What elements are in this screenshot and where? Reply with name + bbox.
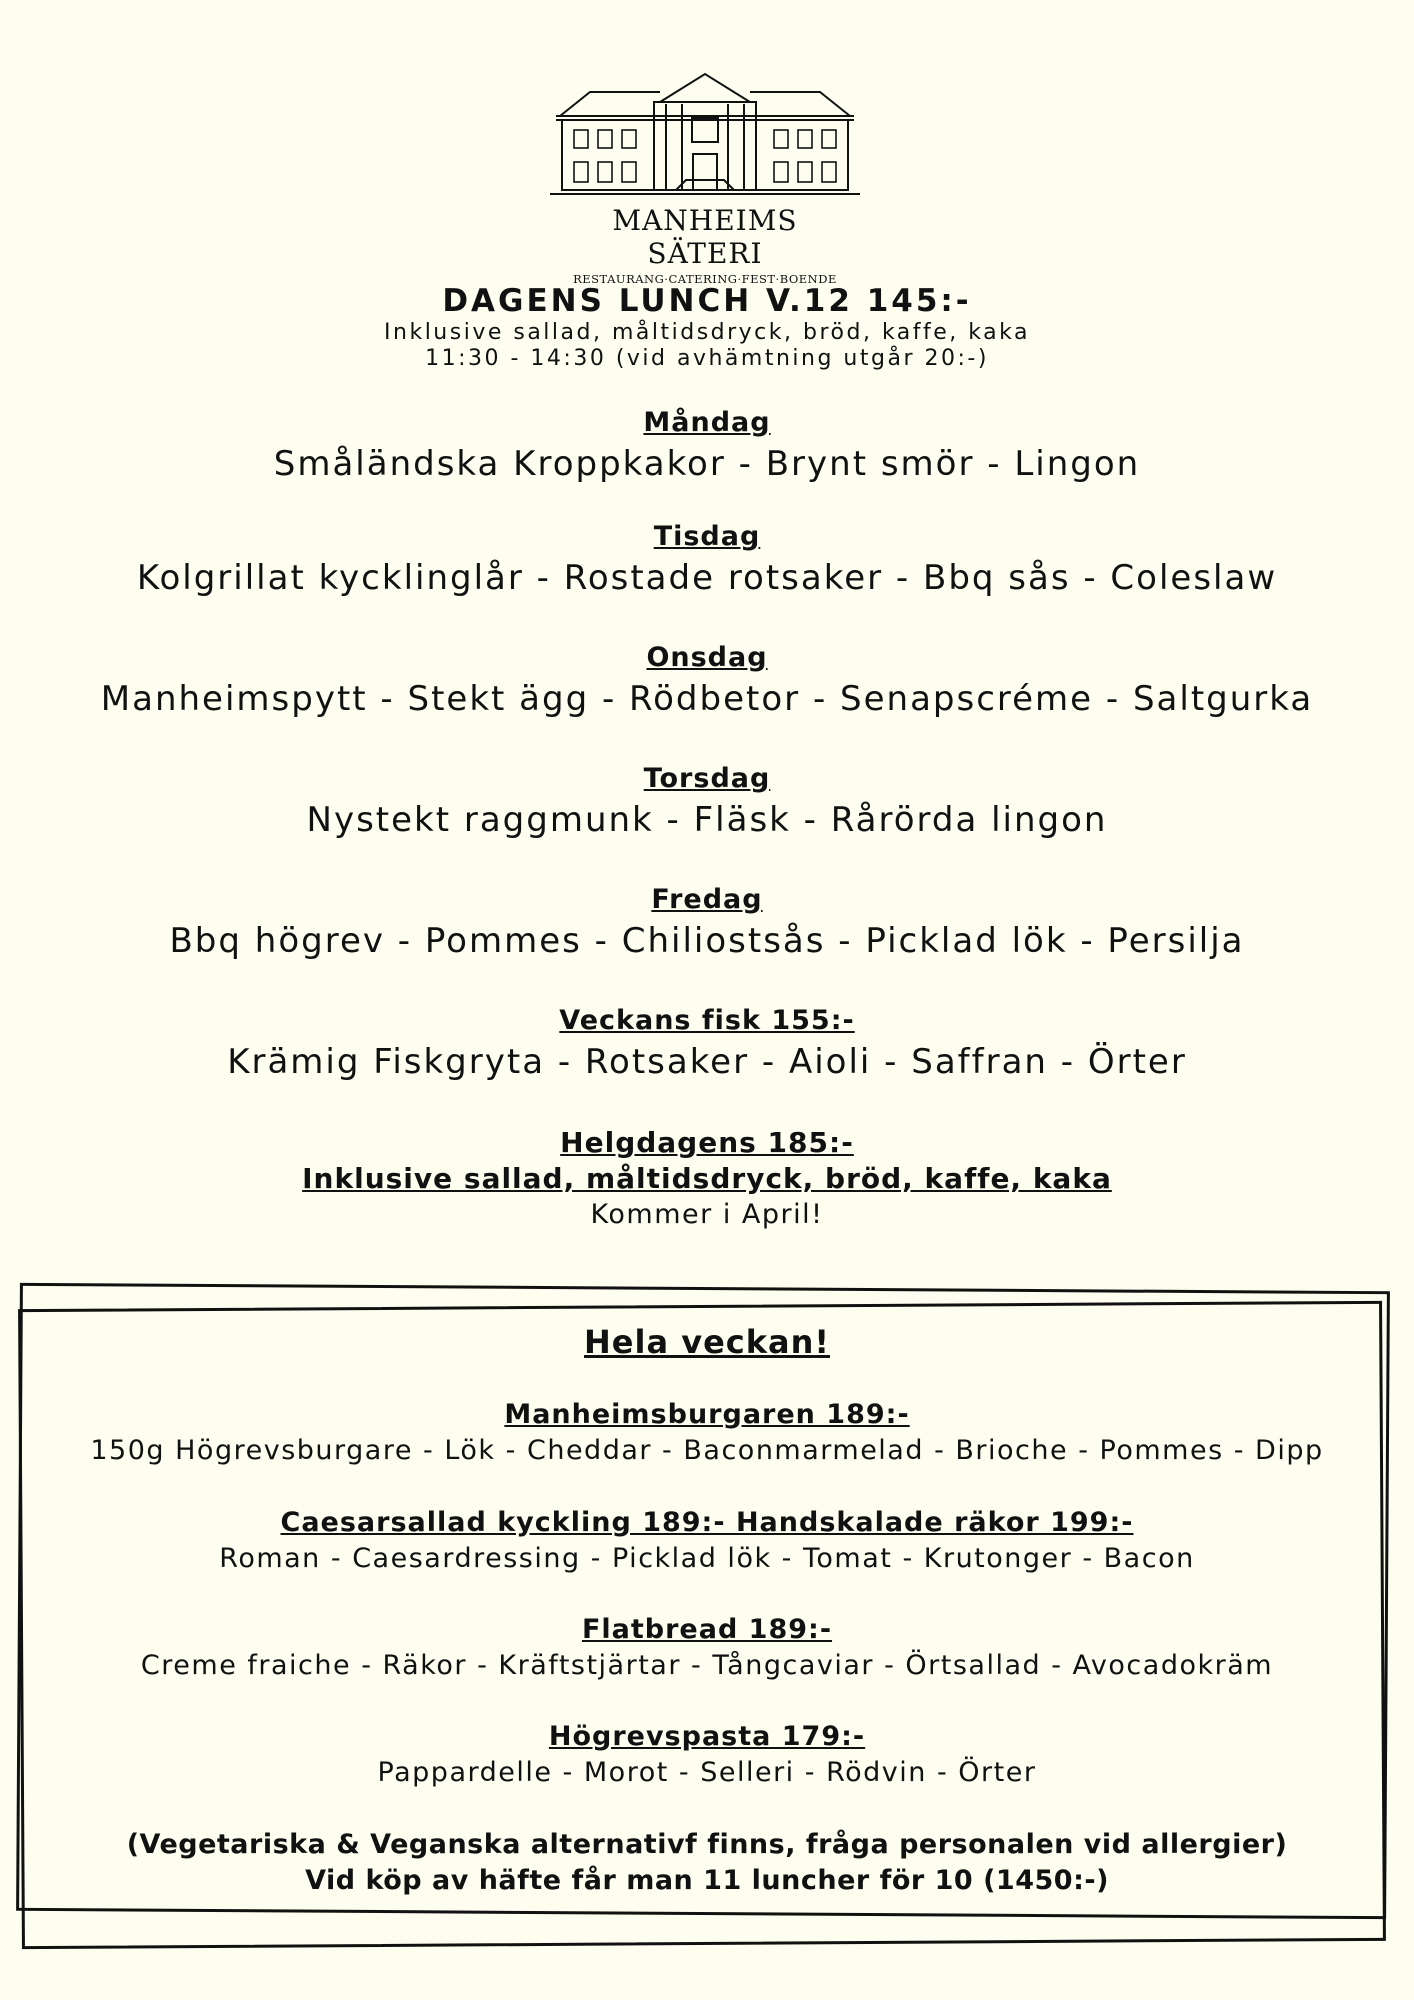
- allergy-note: (Vegetariska & Veganska alternativf finns, fråga personalen vid allergier): [126, 1829, 1288, 1860]
- item-pasta-title: Högrevspasta 179:-: [548, 1721, 866, 1752]
- brand-name: MANHEIMS SÄTERI: [612, 204, 798, 270]
- dish-fish: Krämig Fiskgryta - Rotsaker - Aioli - Saffran - Örter: [227, 1042, 1187, 1082]
- dish-thursday: Nystekt raggmunk - Fläsk - Rårörda lingon: [306, 800, 1108, 840]
- item-flatbread-title: Flatbread 189:-: [581, 1614, 833, 1645]
- dish-wednesday: Manheimspytt - Stekt ägg - Rödbetor - Senapscréme - Saltgurka: [100, 679, 1314, 719]
- punch-card-note: Vid köp av häfte får man 11 luncher för 10 (1450:-): [305, 1865, 1109, 1896]
- logo: [550, 68, 860, 286]
- helg-note: Kommer i April!: [590, 1199, 824, 1230]
- item-caesar-title: Caesarsallad kyckling 189:- Handskalade räkor 199:-: [280, 1507, 1134, 1538]
- manor-house-icon: [550, 68, 860, 196]
- dish-monday: Småländska Kroppkakor - Brynt smör - Lingon: [273, 444, 1141, 484]
- helg-includes: Inklusive sallad, måltidsdryck, bröd, kaffe, kaka: [302, 1162, 1112, 1195]
- helg-title: Helgdagens 185:-: [560, 1126, 854, 1159]
- menu-includes: Inklusive sallad, måltidsdryck, bröd, kaffe, kaka: [384, 320, 1030, 345]
- day-label-monday: Måndag: [643, 407, 771, 438]
- menu-hours: 11:30 - 14:30 (vid avhämtning utgår 20:-): [425, 346, 989, 371]
- menu-title: DAGENS LUNCH V.12 145:-: [442, 283, 972, 319]
- item-caesar-desc: Roman - Caesardressing - Picklad lök - Tomat - Krutonger - Bacon: [219, 1543, 1195, 1574]
- item-flatbread-desc: Creme fraiche - Räkor - Kräftstjärtar - Tångcaviar - Örtsallad - Avocadokräm: [140, 1650, 1274, 1681]
- week-title: Hela veckan!: [584, 1323, 830, 1361]
- dish-tuesday: Kolgrillat kycklinglår - Rostade rotsaker - Bbq sås - Coleslaw: [136, 558, 1278, 598]
- item-burger-title: Manheimsburgaren 189:-: [504, 1399, 910, 1430]
- day-label-fish: Veckans fisk 155:-: [559, 1005, 855, 1036]
- day-label-wednesday: Onsdag: [646, 642, 768, 673]
- day-label-tuesday: Tisdag: [653, 521, 761, 552]
- brand-tagline: RESTAURANG·CATERING·FEST·BOENDE: [573, 272, 837, 286]
- item-burger-desc: 150g Högrevsburgare - Lök - Cheddar - Baconmarmelad - Brioche - Pommes - Dipp: [90, 1435, 1324, 1466]
- day-label-thursday: Torsdag: [643, 763, 771, 794]
- dish-friday: Bbq högrev - Pommes - Chiliostsås - Picklad lök - Persilja: [169, 921, 1245, 961]
- item-pasta-desc: Pappardelle - Morot - Selleri - Rödvin - Örter: [377, 1757, 1037, 1788]
- day-label-friday: Fredag: [651, 884, 763, 915]
